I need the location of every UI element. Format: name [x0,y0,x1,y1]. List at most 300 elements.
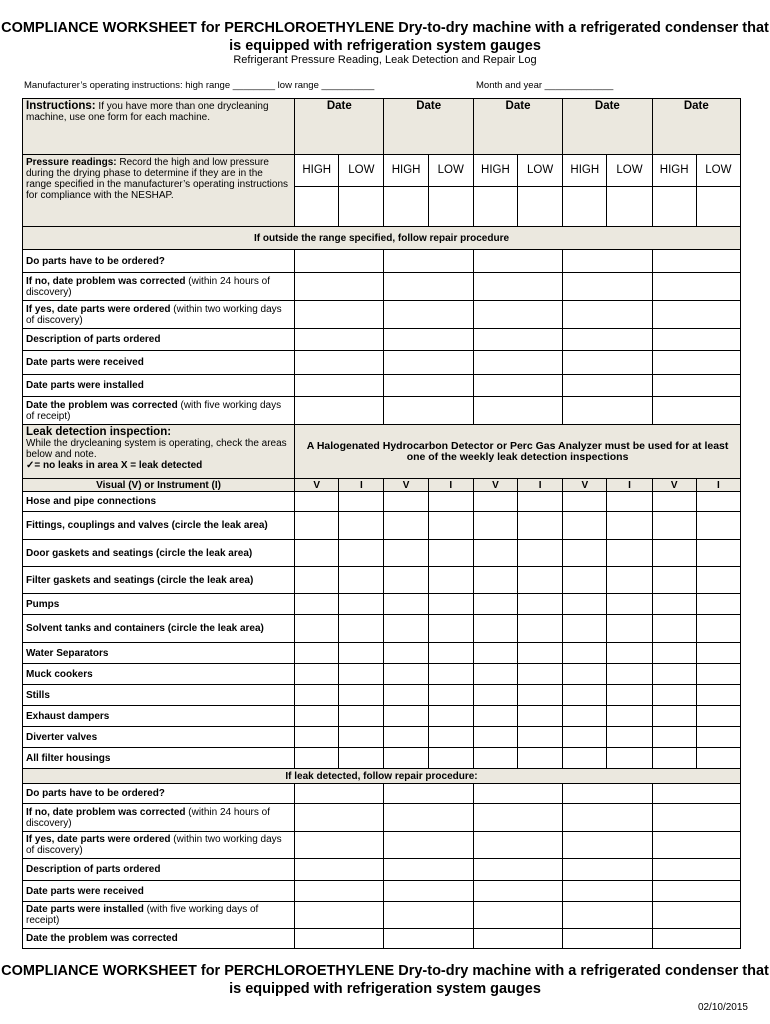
row-label [23,397,295,425]
entry-cell[interactable] [339,492,384,512]
entry-cell[interactable] [652,685,696,706]
entry-cell[interactable] [428,664,473,685]
entry-cell[interactable] [339,706,384,727]
entry-cell[interactable] [384,492,428,512]
entry-cell[interactable] [384,804,473,832]
entry-cell[interactable] [652,784,740,804]
entry-cell[interactable] [295,664,339,685]
entry-cell[interactable] [295,929,384,949]
row-label [23,902,295,929]
entry-cell[interactable] [428,567,473,594]
entry-cell[interactable] [295,329,384,351]
entry-cell[interactable] [607,727,652,748]
entry-cell[interactable] [652,902,740,929]
entry-cell[interactable] [473,832,562,859]
entry-cell[interactable] [652,301,740,329]
entry-cell[interactable] [563,748,607,769]
pressure-text: Record the high and low pressure during the drying phase to determine if they are in the range specified in the manufacturer’s operating instructions for compliance with the NESHAP. [26,157,289,201]
entry-cell[interactable] [518,187,563,227]
entry-cell[interactable] [652,512,696,540]
table-row [23,227,741,250]
entry-cell[interactable] [563,929,652,949]
instrument-header: I [339,479,384,492]
entry-cell[interactable] [384,250,473,273]
entry-cell[interactable] [384,540,428,567]
entry-cell[interactable] [295,512,339,540]
table-row [23,492,741,512]
table-row [23,425,741,479]
entry-cell[interactable] [384,643,428,664]
leak-detected-banner: If leak detected, follow repair procedure: [23,769,741,784]
entry-cell[interactable] [696,540,740,567]
entry-cell[interactable] [384,187,428,227]
row-label-bold: Date parts were received [26,885,144,897]
entry-cell[interactable] [473,685,517,706]
entry-cell[interactable] [607,187,652,227]
entry-cell[interactable] [339,748,384,769]
date-header: Date [295,99,384,155]
entry-cell[interactable] [473,784,562,804]
entry-cell[interactable] [428,615,473,643]
entry-cell[interactable] [563,685,607,706]
table-row [23,594,741,615]
entry-cell[interactable] [696,615,740,643]
entry-cell[interactable] [473,375,562,397]
row-label-note: (within 24 hours of discovery) [26,806,270,829]
entry-cell[interactable] [563,727,607,748]
entry-cell[interactable] [563,804,652,832]
entry-cell[interactable] [563,512,607,540]
row-label-bold: Do parts have to be ordered? [26,255,165,267]
entry-cell[interactable] [607,748,652,769]
high-header: HIGH [563,155,607,187]
entry-cell[interactable] [473,351,562,375]
entry-cell[interactable] [428,187,473,227]
entry-cell[interactable] [473,594,517,615]
entry-cell[interactable] [518,706,563,727]
entry-cell[interactable] [473,329,562,351]
instrument-header: I [518,479,563,492]
entry-cell[interactable] [518,512,563,540]
table-row [23,273,741,301]
entry-cell[interactable] [563,567,607,594]
entry-cell[interactable] [563,273,652,301]
entry-cell[interactable] [384,615,428,643]
entry-cell[interactable] [339,727,384,748]
entry-cell[interactable] [295,397,384,425]
table-row [23,155,741,187]
visual-header: V [473,479,517,492]
entry-cell[interactable] [428,492,473,512]
entry-cell[interactable] [563,351,652,375]
table-row [23,804,741,832]
entry-cell[interactable] [473,706,517,727]
entry-cell[interactable] [295,685,339,706]
entry-cell[interactable] [384,301,473,329]
table-row [23,881,741,902]
entry-cell[interactable] [295,615,339,643]
leak-area-label: Exhaust dampers [23,706,295,727]
entry-cell[interactable] [295,748,339,769]
entry-cell[interactable] [652,567,696,594]
high-header: HIGH [473,155,517,187]
entry-cell[interactable] [295,492,339,512]
row-label-note: (within 24 hours of discovery) [26,275,270,298]
visual-header: V [295,479,339,492]
entry-cell[interactable] [473,187,517,227]
date-header: Date [473,99,562,155]
entry-cell[interactable] [518,643,563,664]
entry-cell[interactable] [473,512,517,540]
entry-cell[interactable] [339,567,384,594]
entry-cell[interactable] [384,859,473,881]
worksheet-title: COMPLIANCE WORKSHEET for PERCHLOROETHYLENE Dry-to-dry machine with a refrigerated condenser that is equipped with refrigeration system gauges [1,20,769,54]
entry-cell[interactable] [652,540,696,567]
revision-date: 02/10/2015 [697,1002,748,1013]
entry-cell[interactable] [295,902,384,929]
row-label [23,832,295,859]
entry-cell[interactable] [295,643,339,664]
entry-cell[interactable] [428,540,473,567]
row-label-note: (with five working days of receipt) [26,399,282,422]
entry-cell[interactable] [384,685,428,706]
row-label [23,859,295,881]
entry-cell[interactable] [295,804,384,832]
row-label-bold: Date parts were installed [26,380,144,391]
entry-cell[interactable] [563,706,607,727]
date-header: Date [384,99,473,155]
table-row [23,643,741,664]
entry-cell[interactable] [607,594,652,615]
entry-cell[interactable] [696,567,740,594]
entry-cell[interactable] [384,567,428,594]
entry-cell[interactable] [696,706,740,727]
entry-cell[interactable] [295,784,384,804]
entry-cell[interactable] [563,615,607,643]
table-row [23,832,741,859]
table-row [23,929,741,949]
entry-cell[interactable] [563,492,607,512]
visual-instrument-label: Visual (V) or Instrument (I) [23,479,295,492]
entry-cell[interactable] [652,859,740,881]
manufacturer-range-line: Manufacturer’s operating instructions: high range ________ low range __________ [24,80,375,91]
table-row [23,512,741,540]
entry-cell[interactable] [652,492,696,512]
leak-legend: ✓= no leaks in area X = leak detected [26,460,203,471]
entry-cell[interactable] [339,664,384,685]
pressure-readings-cell [23,155,295,227]
entry-cell[interactable] [428,727,473,748]
entry-cell[interactable] [518,492,563,512]
row-label [23,351,295,375]
entry-cell[interactable] [652,706,696,727]
visual-header: V [384,479,428,492]
entry-cell[interactable] [652,664,696,685]
entry-cell[interactable] [652,643,696,664]
entry-cell[interactable] [295,832,384,859]
entry-cell[interactable] [696,727,740,748]
entry-cell[interactable] [473,567,517,594]
entry-cell[interactable] [607,615,652,643]
row-label [23,273,295,301]
entry-cell[interactable] [295,187,339,227]
entry-cell[interactable] [295,351,384,375]
date-header: Date [652,99,740,155]
row-label-bold: Description of parts ordered [26,864,161,875]
entry-cell[interactable] [652,832,740,859]
row-label-bold: Do parts have to be ordered? [26,788,165,799]
high-header: HIGH [384,155,428,187]
entry-cell[interactable] [518,664,563,685]
entry-cell[interactable] [339,187,384,227]
entry-cell[interactable] [384,832,473,859]
entry-cell[interactable] [473,804,562,832]
entry-cell[interactable] [473,881,562,902]
table-row [23,706,741,727]
row-label [23,329,295,351]
entry-cell[interactable] [473,301,562,329]
entry-cell[interactable] [652,748,696,769]
table-row [23,397,741,425]
entry-cell[interactable] [295,301,384,329]
table-row [23,375,741,397]
entry-cell[interactable] [563,250,652,273]
entry-cell[interactable] [607,567,652,594]
leak-area-label: Water Separators [23,643,295,664]
detector-note: A Halogenated Hydrocarbon Detector or Perc Gas Analyzer must be used for at least one of the weekly leak detection inspections [295,425,741,479]
entry-cell[interactable] [652,329,740,351]
row-label-bold: Description of parts ordered [26,334,161,345]
table-row [23,748,741,769]
entry-cell[interactable] [428,512,473,540]
entry-cell[interactable] [696,492,740,512]
entry-cell[interactable] [428,594,473,615]
entry-cell[interactable] [295,706,339,727]
entry-cell[interactable] [295,540,339,567]
entry-cell[interactable] [563,187,607,227]
instrument-header: I [607,479,652,492]
entry-cell[interactable] [428,643,473,664]
entry-cell[interactable] [473,250,562,273]
entry-cell[interactable] [563,594,607,615]
entry-cell[interactable] [563,784,652,804]
entry-cell[interactable] [295,594,339,615]
entry-cell[interactable] [607,685,652,706]
entry-cell[interactable] [652,397,740,425]
entry-cell[interactable] [473,492,517,512]
entry-cell[interactable] [295,567,339,594]
entry-cell[interactable] [473,397,562,425]
entry-cell[interactable] [473,273,562,301]
entry-cell[interactable] [295,727,339,748]
entry-cell[interactable] [473,902,562,929]
entry-cell[interactable] [607,643,652,664]
row-label-bold: Date the problem was corrected [26,933,178,944]
high-header: HIGH [652,155,696,187]
entry-cell[interactable] [518,540,563,567]
row-label-note: (within two working days of discovery) [26,303,282,326]
table-row [23,685,741,706]
low-header: LOW [339,155,384,187]
entry-cell[interactable] [384,902,473,929]
entry-cell[interactable] [607,540,652,567]
table-row [23,902,741,929]
entry-cell[interactable] [563,643,607,664]
low-header: LOW [696,155,740,187]
entry-cell[interactable] [563,664,607,685]
entry-cell[interactable] [652,187,696,227]
leak-area-label: Fittings, couplings and valves (circle the leak area) [23,512,295,540]
entry-cell[interactable] [563,859,652,881]
entry-cell[interactable] [473,615,517,643]
row-label [23,929,295,949]
entry-cell[interactable] [652,929,740,949]
instructions-heading: Instructions: [26,100,96,112]
low-header: LOW [428,155,473,187]
row-label-bold: If yes, date parts were ordered [26,303,171,315]
row-label-bold: Date parts were installed [26,904,144,915]
entry-cell[interactable] [518,594,563,615]
table-row [23,351,741,375]
entry-cell[interactable] [518,685,563,706]
entry-cell[interactable] [696,685,740,706]
entry-cell[interactable] [696,643,740,664]
entry-cell[interactable] [607,512,652,540]
entry-cell[interactable] [295,881,384,902]
entry-cell[interactable] [428,706,473,727]
leak-area-label: Filter gaskets and seatings (circle the leak area) [23,567,295,594]
entry-cell[interactable] [384,375,473,397]
entry-cell[interactable] [518,748,563,769]
leak-instructions: While the drycleaning system is operating, check the areas below and note. [26,438,287,460]
instructions-text: If you have more than one drycleaning machine, use one form for each machine. [26,101,269,123]
entry-cell[interactable] [384,784,473,804]
entry-cell[interactable] [563,881,652,902]
instrument-header: I [428,479,473,492]
entry-cell[interactable] [339,540,384,567]
entry-cell[interactable] [563,902,652,929]
entry-cell[interactable] [518,567,563,594]
leak-area-label: Stills [23,685,295,706]
entry-cell[interactable] [696,594,740,615]
entry-cell[interactable] [473,643,517,664]
entry-cell[interactable] [607,492,652,512]
entry-cell[interactable] [563,540,607,567]
entry-cell[interactable] [384,329,473,351]
entry-cell[interactable] [696,664,740,685]
entry-cell[interactable] [563,832,652,859]
instrument-header: I [696,479,740,492]
month-year-line: Month and year _____________ [476,80,614,91]
entry-cell[interactable] [652,250,740,273]
leak-heading: Leak detection inspection: [26,426,172,438]
entry-cell[interactable] [518,727,563,748]
table-row [23,727,741,748]
entry-cell[interactable] [652,351,740,375]
row-label [23,784,295,804]
entry-cell[interactable] [652,804,740,832]
entry-cell[interactable] [339,643,384,664]
entry-cell[interactable] [607,706,652,727]
entry-cell[interactable] [384,664,428,685]
entry-cell[interactable] [295,250,384,273]
entry-cell[interactable] [384,351,473,375]
worksheet-subtitle: Refrigerant Pressure Reading, Leak Detection and Repair Log [233,54,537,66]
entry-cell[interactable] [428,685,473,706]
entry-cell[interactable] [339,685,384,706]
leak-area-label: Door gaskets and seatings (circle the leak area) [23,540,295,567]
entry-cell[interactable] [473,540,517,567]
entry-cell[interactable] [384,273,473,301]
entry-cell[interactable] [339,615,384,643]
row-label-bold: If no, date problem was corrected [26,275,186,287]
entry-cell[interactable] [473,664,517,685]
entry-cell[interactable] [295,273,384,301]
entry-cell[interactable] [563,397,652,425]
entry-cell[interactable] [428,748,473,769]
entry-cell[interactable] [563,301,652,329]
entry-cell[interactable] [696,187,740,227]
entry-cell[interactable] [384,929,473,949]
entry-cell[interactable] [339,512,384,540]
row-label [23,804,295,832]
outside-range-banner: If outside the range specified, follow repair procedure [23,227,741,250]
entry-cell[interactable] [384,727,428,748]
row-label [23,250,295,273]
entry-cell[interactable] [384,594,428,615]
entry-cell[interactable] [384,512,428,540]
table-row [23,664,741,685]
entry-cell[interactable] [696,748,740,769]
row-label-bold: If no, date problem was corrected [26,806,186,818]
table-row [23,859,741,881]
pressure-heading: Pressure readings: [26,157,117,168]
entry-cell[interactable] [473,929,562,949]
entry-cell[interactable] [652,594,696,615]
entry-cell[interactable] [473,748,517,769]
entry-cell[interactable] [563,375,652,397]
entry-cell[interactable] [384,397,473,425]
table-row [23,540,741,567]
entry-cell[interactable] [607,664,652,685]
row-label-note: (within two working days of discovery) [26,834,282,856]
entry-cell[interactable] [295,859,384,881]
entry-cell[interactable] [384,748,428,769]
entry-cell[interactable] [473,727,517,748]
entry-cell[interactable] [339,594,384,615]
entry-cell[interactable] [652,375,740,397]
row-label [23,301,295,329]
table-row [23,769,741,784]
entry-cell[interactable] [563,329,652,351]
entry-cell[interactable] [652,615,696,643]
table-row [23,250,741,273]
leak-area-label: All filter housings [23,748,295,769]
entry-cell[interactable] [384,881,473,902]
entry-cell[interactable] [652,727,696,748]
entry-cell[interactable] [696,512,740,540]
row-label-bold: If yes, date parts were ordered [26,834,171,845]
entry-cell[interactable] [384,706,428,727]
leak-detection-cell [23,425,295,479]
entry-cell[interactable] [518,615,563,643]
entry-cell[interactable] [473,859,562,881]
leak-area-label: Solvent tanks and containers (circle the leak area) [23,615,295,643]
entry-cell[interactable] [295,375,384,397]
visual-header: V [652,479,696,492]
entry-cell[interactable] [652,881,740,902]
entry-cell[interactable] [652,273,740,301]
